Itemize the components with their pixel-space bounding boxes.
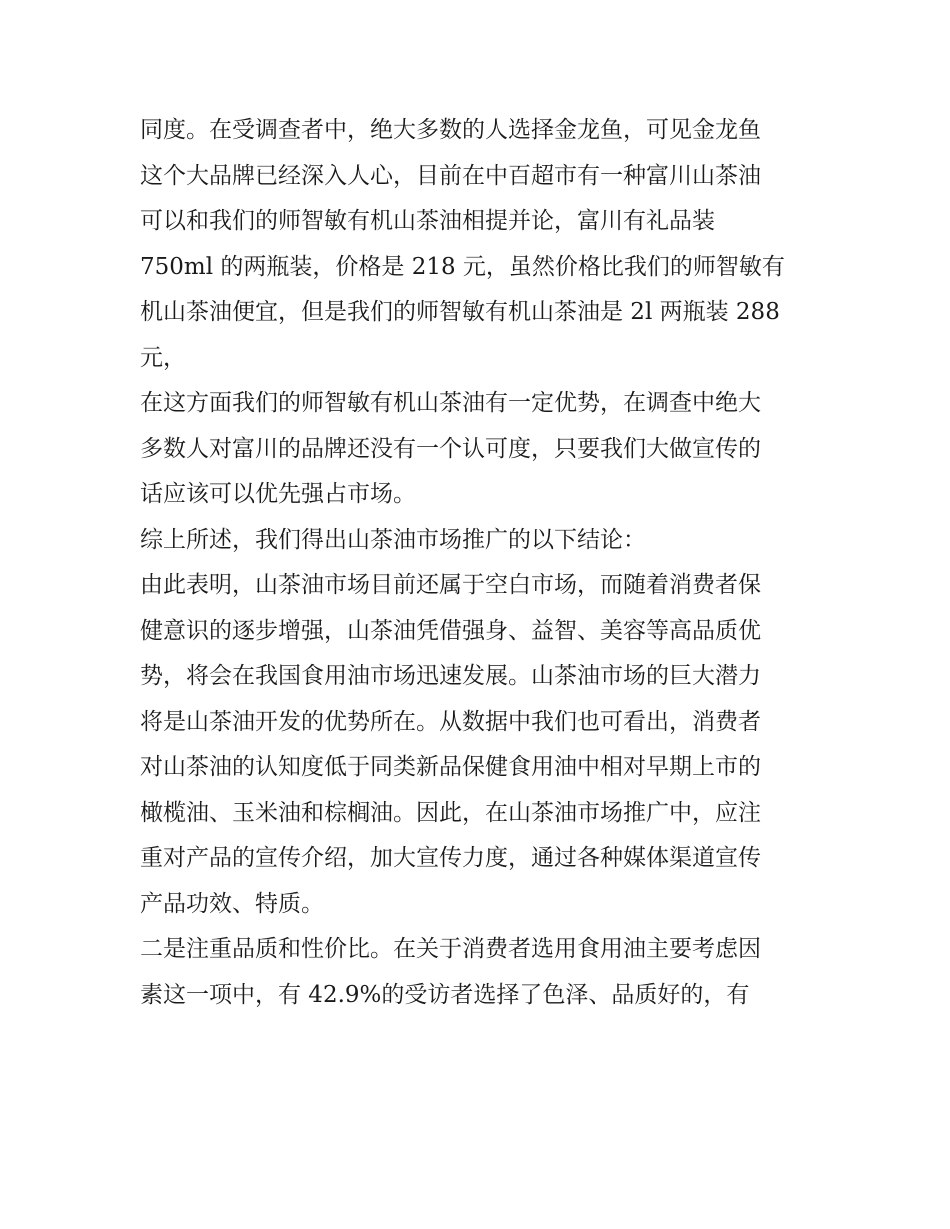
text-line-15: 对山茶油的认知度低于同类新品保健食用油中相对早期上市的	[140, 754, 761, 780]
text-line-18: 产品功效、特质。	[140, 890, 324, 917]
text-line-7: 在这方面我们的师智敏有机山茶油有一定优势，在调查中绝大	[140, 390, 761, 416]
text-line-8: 多数人对富川的品牌还没有一个认可度，只要我们大做宣传的	[140, 435, 761, 462]
text-line-9: 话应该可以优先强占市场。	[140, 481, 416, 507]
text-line-20: 素这一项中，有 42.9%的受访者选择了色泽、品质好的，有	[140, 981, 750, 1008]
text-line-13: 势，将会在我国食用油市场迅速发展。山茶油市场的巨大潜力	[140, 663, 761, 689]
text-line-16: 橄榄油、玉米油和棕榈油。因此，在山茶油市场推广中，应注	[140, 799, 761, 826]
document-body	[140, 108, 820, 1018]
text-line-10: 综上所述，我们得出山茶油市场推广的以下结论：	[140, 526, 646, 553]
text-line-12: 健意识的逐步增强，山茶油凭借强身、益智、美容等高品质优	[140, 617, 761, 644]
text-line-3: 可以和我们的师智敏有机山茶油相提并论，富川有礼品装	[140, 208, 715, 234]
text-line-4: 750ml 的两瓶装，价格是 218 元，虽然价格比我们的师智敏有	[140, 253, 785, 280]
text-line-5: 机山茶油便宜，但是我们的师智敏有机山茶油是 2l 两瓶装 288	[140, 299, 780, 325]
text-line-2: 这个大品牌已经深入人心，目前在中百超市有一种富川山茶油	[140, 162, 761, 189]
text-line-11: 由此表明，山茶油市场目前还属于空白市场，而随着消费者保	[140, 572, 761, 598]
text-line-17: 重对产品的宣传介绍，加大宣传力度，通过各种媒体渠道宣传	[140, 845, 761, 871]
text-line-6: 元，	[140, 344, 186, 371]
text-line-19: 二是注重品质和性价比。在关于消费者选用食用油主要考虑因	[140, 936, 761, 962]
text-line-14: 将是山茶油开发的优势所在。从数据中我们也可看出，消费者	[140, 708, 761, 735]
text-line-1: 同度。在受调查者中，绝大多数的人选择金龙鱼，可见金龙鱼	[140, 117, 761, 143]
